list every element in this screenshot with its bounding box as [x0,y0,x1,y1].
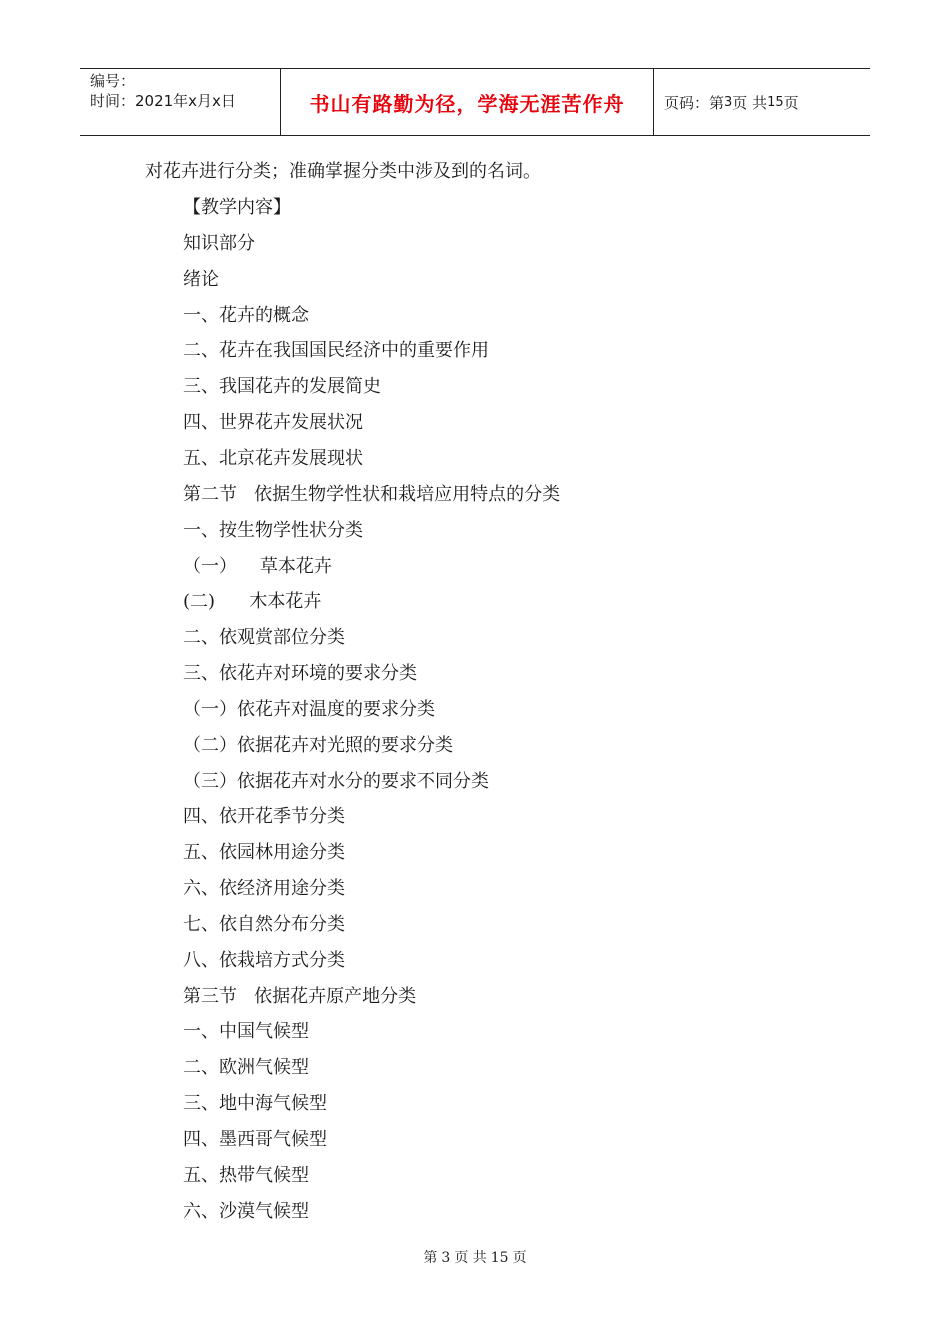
page-footer [0,1247,950,1267]
header-page-info [654,69,870,135]
list-item: 五、北京花卉发展现状 [183,448,363,469]
list-item: 四、依开花季节分类 [183,806,345,827]
list-item: 一、中国气候型 [183,1021,309,1042]
serial-label: 编号： [90,72,136,90]
list-item: 一、花卉的概念 [183,305,309,326]
list-item: 二、依观赏部位分类 [183,627,345,648]
list-item: 二、欧洲气候型 [183,1057,309,1078]
list-item: (二) 木本花卉 [183,591,322,612]
page-total: 15 [767,94,784,110]
list-item: 三、我国花卉的发展简史 [183,376,381,397]
body-line: 绪论 [183,269,219,290]
section-heading: 【教学内容】 [183,197,291,218]
document-header [80,68,870,136]
list-item: 三、地中海气候型 [183,1093,327,1114]
list-item: （三）依据花卉对水分的要求不同分类 [183,771,489,792]
list-item: （一） 草本花卉 [183,556,332,577]
list-item: 三、依花卉对环境的要求分类 [183,663,417,684]
footer-suffix: 页 [512,1250,527,1266]
list-item: 四、墨西哥气候型 [183,1129,327,1150]
list-item: 二、花卉在我国国民经济中的重要作用 [183,340,489,361]
list-item: 四、世界花卉发展状况 [183,412,363,433]
header-motto: 书山有路勤为径，学海无涯苦作舟 [281,69,654,135]
page-prefix: 页码：第 [664,93,725,112]
list-item: 五、热带气候型 [183,1165,309,1186]
page-current: 3 [724,94,733,110]
list-item: 一、按生物学性状分类 [183,520,363,541]
footer-total: 15 [490,1250,509,1266]
page-mid: 页 共 [732,93,768,112]
body-line: 对花卉进行分类；准确掌握分类中涉及到的名词。 [145,161,541,182]
footer-mid: 页 共 [454,1250,487,1266]
time-label: 时间：2021年x月x日 [90,92,236,110]
list-item: （一）依花卉对温度的要求分类 [183,699,435,720]
list-item: 五、依园林用途分类 [183,842,345,863]
footer-prefix: 第 [423,1250,438,1266]
header-meta-cell [80,69,281,135]
list-item: 六、依经济用途分类 [183,878,345,899]
list-item: 六、沙漠气候型 [183,1201,309,1222]
section-heading: 第三节 依据花卉原产地分类 [183,986,417,1007]
body-line: 知识部分 [183,233,255,254]
list-item: 八、依栽培方式分类 [183,950,345,971]
list-item: （二）依据花卉对光照的要求分类 [183,735,453,756]
section-heading: 第二节 依据生物学性状和栽培应用特点的分类 [183,484,561,505]
list-item: 七、依自然分布分类 [183,914,345,935]
footer-current: 3 [441,1250,451,1266]
page-suffix: 页 [783,93,799,112]
